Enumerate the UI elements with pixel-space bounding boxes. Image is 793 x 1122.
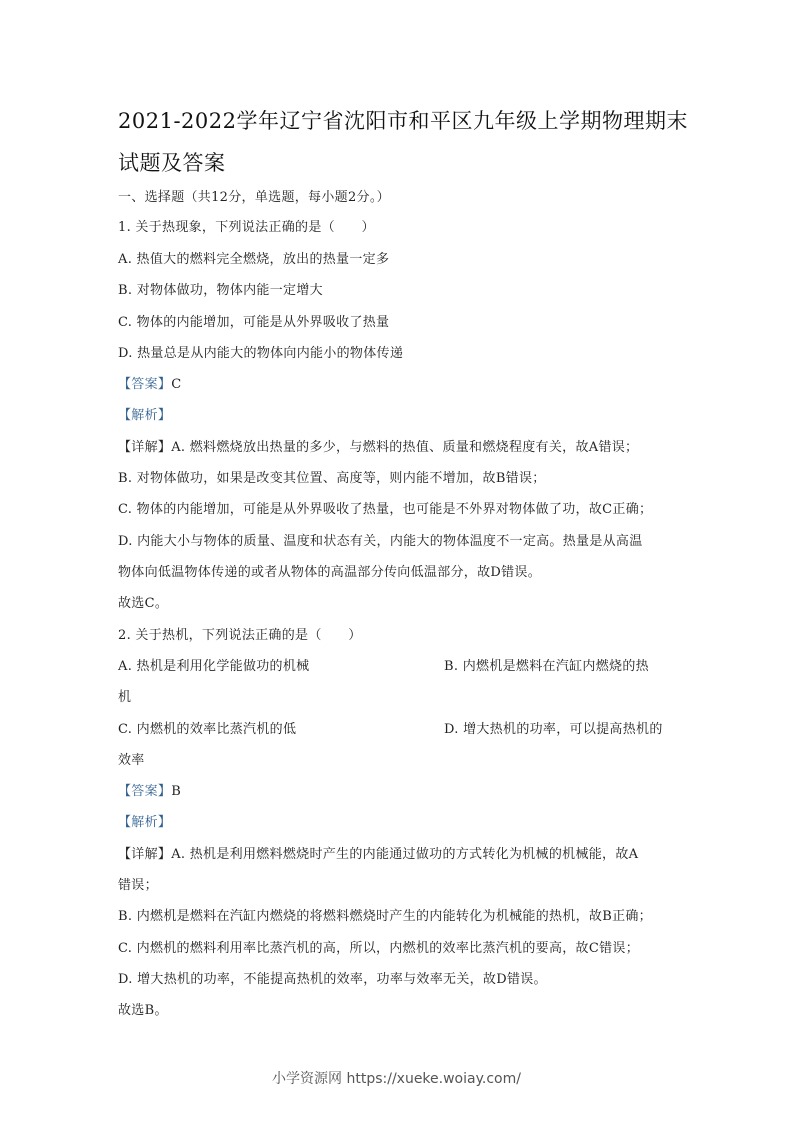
q1-detail-line-5: 物体向低温物体传递的或者从物体的高温部分传向低温部分，故D错误。 [118,565,542,580]
q1-option-c: C. 物体的内能增加，可能是从外界吸收了热量 [118,315,390,330]
answer-value: B [171,784,182,799]
q2-option-d: D. 增大热机的功率，可以提高热机的 [444,722,663,737]
q2-answer [118,780,181,799]
answer-label: 【答案】 [118,377,172,392]
q1-detail-line-2: B. 对物体做功，如果是改变其位置、高度等，则内能不增加，故B错误； [118,471,546,486]
q2-option-b-wrap: 机 [118,690,132,705]
q2-option-b: B. 内燃机是燃料在汽缸内燃烧的热 [444,659,649,674]
q2-conclusion: 故选B。 [118,1003,168,1018]
q1-stem: 1. 关于热现象，下列说法正确的是（ ） [118,220,375,235]
q2-detail-line-4: C. 内燃机的燃料利用率比蒸汽机的高，所以，内燃机的效率比蒸汽机的要高，故C错误； [118,941,639,956]
section-heading: 一、选择题（共12分，单选题，每小题2分。） [118,190,390,205]
analysis-label: 【解析】 [118,408,172,423]
q1-option-a: A. 热值大的燃料完全燃烧，放出的热量一定多 [118,252,390,267]
q2-detail-line-5: D. 增大热机的功率，不能提高热机的效率，功率与效率无关，故D错误。 [118,972,547,987]
q2-option-c: C. 内燃机的效率比蒸汽机的低 [118,722,297,737]
analysis-label: 【解析】 [118,815,172,830]
q1-answer [118,373,181,392]
q2-option-d-wrap: 效率 [118,753,145,768]
q2-detail-line-1 [118,843,638,862]
q1-option-d: D. 热量总是从内能大的物体向内能小的物体传递 [118,346,404,361]
answer-value: C [171,377,182,392]
q1-detail-line-4: D. 内能大小与物体的质量、温度和状态有关，内能大的物体温度不一定高。热量是从高温 [118,534,643,549]
q1-option-b: B. 对物体做功，物体内能一定增大 [118,283,323,298]
detail-label: 【详解】 [118,847,172,862]
q1-detail-line-1 [118,436,638,455]
answer-label: 【答案】 [118,784,172,799]
q2-detail-line-3: B. 内燃机是燃料在汽缸内燃烧的将燃料燃烧时产生的内能转化为机械能的热机，故B正确； [118,909,652,924]
q1-analysis-label [118,404,171,423]
detail-label: 【详解】 [118,440,172,455]
q2-analysis-label [118,811,171,830]
q2-detail-line-2: 错误； [118,878,158,893]
title-line-1: 2021-2022学年辽宁省沈阳市和平区九年级上学期物理期末 [118,109,688,133]
detail-text: A. 燃料燃烧放出热量的多少，与燃料的热值、质量和燃烧程度有关，故A错误； [171,440,639,455]
detail-text: A. 热机是利用燃料燃烧时产生的内能通过做功的方式转化为机械的机械能，故A [171,847,639,862]
title-line-2: 试题及答案 [118,151,226,175]
q1-detail-line-3: C. 物体的内能增加，可能是从外界吸收了热量，也可能是不外界对物体做了功，故C正确； [118,502,653,517]
q1-conclusion: 故选C。 [118,596,169,611]
footer-watermark: 小学资源网 https://xueke.woiay.com/ [272,1071,521,1087]
q2-stem: 2. 关于热机，下列说法正确的是（ ） [118,628,362,643]
q2-option-a: A. 热机是利用化学能做功的机械 [118,659,310,674]
